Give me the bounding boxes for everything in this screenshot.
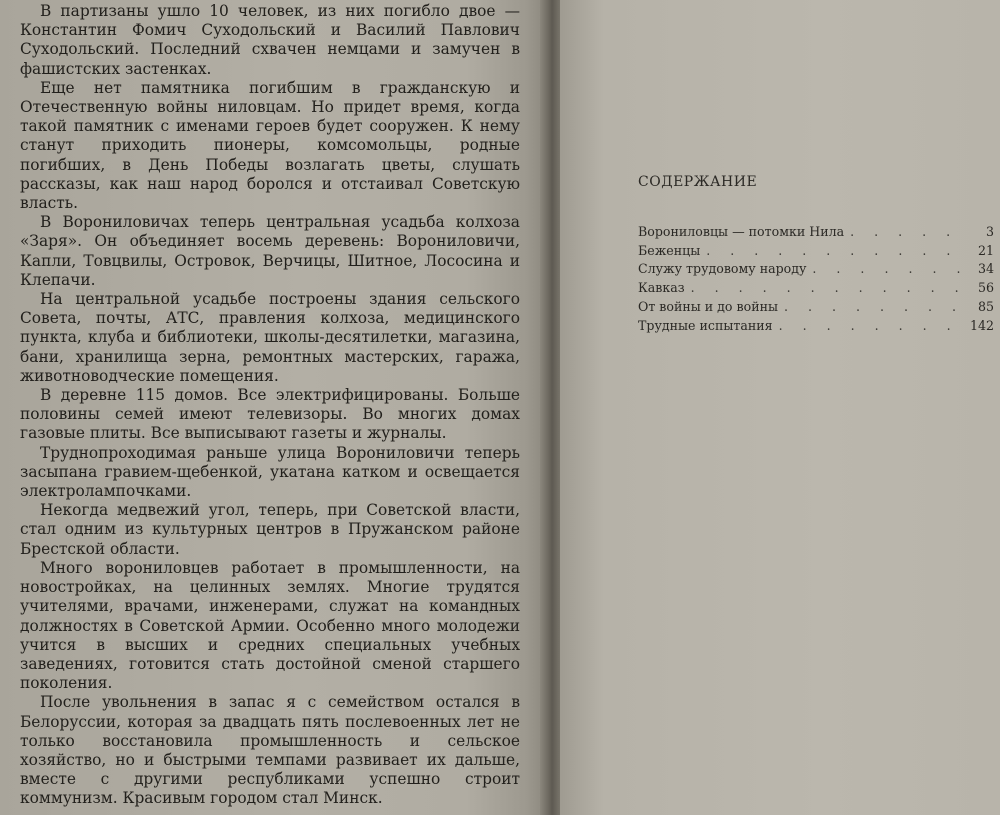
toc-entry-page: 85: [977, 298, 994, 314]
toc-entry-label: Служу трудовому народу: [638, 261, 807, 277]
book-gutter: [540, 0, 562, 815]
toc-entry-page: 21: [977, 242, 994, 258]
toc-entry-label: Ворониловцы — потомки Нила: [638, 224, 845, 239]
toc-entry-label: От войны и до войны: [638, 298, 779, 314]
paragraph: Еще нет памятника погибшим в гражданскую и Отечественную войны ниловцам. Но придет время, когда такой памятник с именами героев будет сооружен. К нему станут приходить пионеры, комсомольцы, родные погибших, в День Победы возлагать цветы, слушать рассказы, как наш народ боролся и отстаивал Советскую власть.: [20, 78, 520, 213]
toc-leader-dots: [691, 279, 960, 298]
paragraph: В деревне 115 домов. Все электрифицированы. Больше половины семей имеют телевизоры. Во многих домах газовые плиты. Все выписывают газеты и журналы.: [20, 386, 520, 443]
paragraph: В Ворониловичах теперь центральная усадьба колхоза «Заря». Он объединяет восемь деревень: Ворониловичи, Капли, Товцвилы, Островок, Верчицы, Шитное, Лососина и Клепачи.: [20, 213, 520, 289]
toc-leader-dots: [812, 260, 960, 279]
paragraph: Некогда медвежий угол, теперь, при Советской власти, стал одним из культурных центров в Пружанском районе Брестской области.: [20, 501, 520, 558]
toc-entry-page: 142: [969, 317, 994, 333]
toc-entry: [638, 260, 994, 279]
toc-entry: [638, 298, 994, 317]
toc-entry: [638, 242, 994, 261]
toc-entry: [638, 279, 994, 298]
table-of-contents: [638, 223, 994, 335]
toc-entry-label: Трудные испытания: [638, 317, 773, 333]
toc-entry: [638, 317, 994, 336]
toc-leader-dots: [850, 223, 960, 242]
body-text: [20, 2, 520, 809]
toc-entry-label: Кавказ: [638, 280, 685, 296]
toc-leader-dots: [779, 317, 960, 336]
toc-leader-dots: [706, 242, 960, 261]
paragraph: Труднопроходимая раньше улица Ворониловичи теперь засыпана гравием-щебенкой, укатана катком и освещается электролампочками.: [20, 443, 520, 501]
paragraph: В партизаны ушло 10 человек, из них погибло двое — Константин Фомич Суходольский и Василий Павлович Суходольский. Последний схвачен немцами и замучен в фашистских застенках.: [20, 2, 520, 78]
paragraph: Много ворониловцев работает в промышленности, на новостройках, на целинных землях. Многие трудятся учителями, врачами, инженерами, служат на командных должностях в Советской Армии. Особенно много молодежи учится в высших и средних специальных учебных заведениях, готовится стать достойной сменой старшего поколения.: [20, 558, 520, 693]
toc-entry-page: 3: [985, 224, 994, 239]
toc-title: СОДЕРЖАНИЕ: [638, 174, 758, 190]
paragraph: После увольнения в запас я с семейством остался в Белоруссии, которая за двадцать пять послевоенных лет не только восстановила промышленность и сельское хозяйство, но и быстрыми темпами развивает их дальше, вместе с другими республиками успешно строит коммунизм. Красивым городом стал Минск.: [20, 693, 520, 808]
toc-entry-page: 34: [977, 261, 994, 277]
toc-leader-dots: [784, 298, 960, 317]
toc-entry: [638, 223, 994, 242]
toc-entry-label: Беженцы: [638, 242, 701, 258]
paragraph: На центральной усадьбе построены здания сельского Совета, почты, АТС, правления колхоза, медицинского пункта, клуба и библиотеки, школы-десятилетки, магазина, бани, хранилища зерна, ремонтных мастерских, гаража, животноводческие помещения.: [20, 290, 520, 385]
toc-entry-page: 56: [977, 280, 994, 296]
right-page: [560, 0, 1000, 815]
